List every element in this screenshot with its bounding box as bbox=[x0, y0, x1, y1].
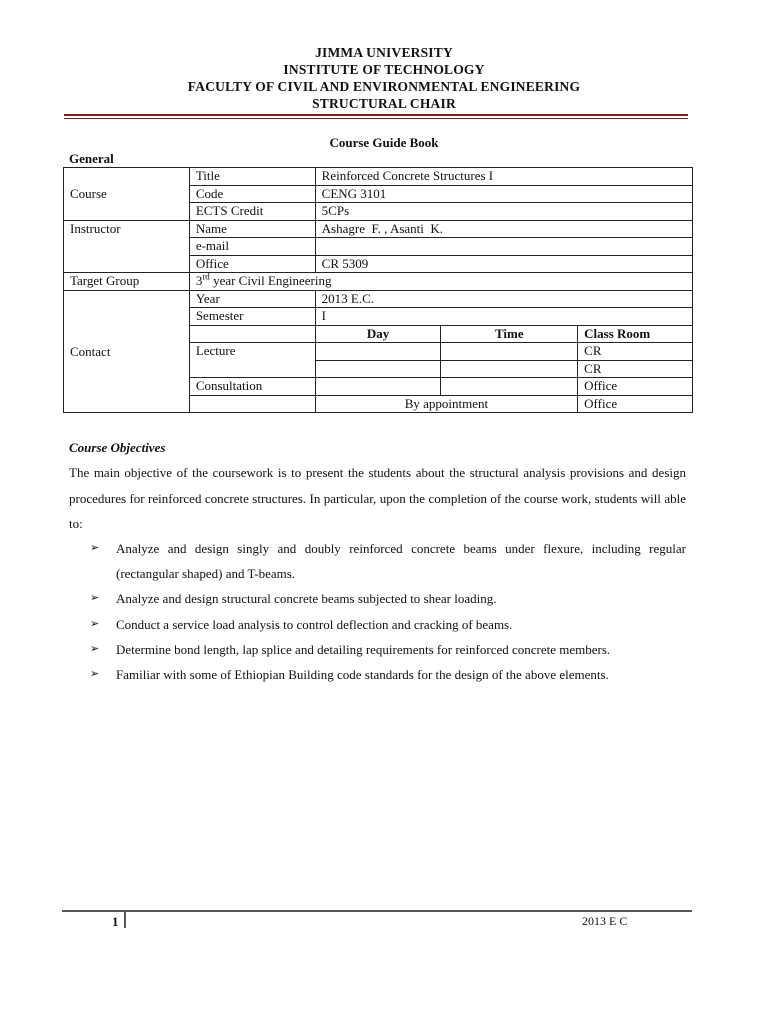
consultation-time bbox=[441, 378, 578, 396]
page-number: 1 bbox=[112, 914, 119, 929]
list-item bbox=[90, 637, 686, 662]
lecture-room-2: CR bbox=[578, 360, 693, 378]
header-rule-thin bbox=[64, 118, 688, 119]
semester-value: I bbox=[315, 308, 692, 326]
year-value: 2013 E.C. bbox=[315, 290, 692, 308]
target-group-value bbox=[189, 273, 692, 291]
office-value: CR 5309 bbox=[315, 255, 692, 273]
university-name: JIMMA UNIVERSITY bbox=[315, 45, 453, 60]
objectives-paragraph: The main objective of the coursework is to present the students about the structural analysis provisions and design procedures for reinforced concrete structures. In particular, upon the completion of the course work, students will able to: bbox=[69, 465, 686, 531]
footer-year: 2013 E C bbox=[582, 914, 628, 928]
classroom-column-header: Class Room bbox=[578, 325, 693, 343]
day-column-header: Day bbox=[315, 325, 441, 343]
list-item bbox=[90, 662, 686, 687]
title-value: Reinforced Concrete Structures I bbox=[315, 168, 692, 186]
arrow-bullet-icon: ➢ bbox=[90, 592, 100, 605]
instructor-label: Instructor bbox=[64, 220, 190, 273]
appointment-room: Office bbox=[578, 395, 693, 413]
objective-text: Analyze and design singly and doubly reinforced concrete beams under flexure, including regular (rectangular shaped) and T-beams. bbox=[116, 541, 686, 582]
time-column-header: Time bbox=[441, 325, 578, 343]
name-label: Name bbox=[189, 220, 315, 238]
footer-separator bbox=[124, 912, 130, 928]
target-year-text: year Civil Engineering bbox=[209, 273, 332, 288]
guide-title: Course Guide Book bbox=[329, 135, 439, 150]
ects-value: 5CPs bbox=[315, 203, 692, 221]
list-item bbox=[90, 612, 686, 637]
by-appointment: By appointment bbox=[315, 395, 577, 413]
code-label: Code bbox=[189, 185, 315, 203]
schedule-blank-cell bbox=[189, 325, 315, 343]
chair-name: STRUCTURAL CHAIR bbox=[312, 96, 456, 111]
email-label: e-mail bbox=[189, 238, 315, 256]
year-label: Year bbox=[189, 290, 315, 308]
arrow-bullet-icon: ➢ bbox=[90, 668, 100, 681]
contact-label: Contact bbox=[64, 290, 190, 413]
table-row bbox=[64, 290, 693, 308]
title-label: Title bbox=[189, 168, 315, 186]
objective-text: Determine bond length, lap splice and detailing requirements for reinforced concrete members. bbox=[116, 641, 611, 657]
target-group-label: Target Group bbox=[64, 273, 190, 291]
code-value: CENG 3101 bbox=[315, 185, 692, 203]
semester-label: Semester bbox=[189, 308, 315, 326]
table-row bbox=[64, 273, 693, 291]
table-row bbox=[64, 220, 693, 238]
lecture-label: Lecture bbox=[189, 343, 315, 378]
lecture-time-1 bbox=[441, 343, 578, 361]
list-item bbox=[90, 536, 686, 586]
arrow-bullet-icon: ➢ bbox=[90, 642, 100, 655]
lecture-time-2 bbox=[441, 360, 578, 378]
email-value bbox=[315, 238, 692, 256]
course-info-table bbox=[63, 167, 693, 413]
objective-text: Familiar with some of Ethiopian Building code standards for the design of the above elements. bbox=[116, 667, 609, 683]
appointment-blank-cell bbox=[189, 395, 315, 413]
lecture-day-1 bbox=[315, 343, 441, 361]
objective-text: Analyze and design structural concrete beams subjected to shear loading. bbox=[116, 591, 497, 607]
ects-label: ECTS Credit bbox=[189, 203, 315, 221]
target-year-number: 3 bbox=[195, 273, 203, 288]
header-rule-thick bbox=[64, 114, 688, 116]
faculty-name: FACULTY OF CIVIL AND ENVIRONMENTAL ENGINEERING bbox=[187, 79, 581, 94]
course-label: Course bbox=[64, 168, 190, 221]
consultation-label: Consultation bbox=[189, 378, 315, 396]
office-label: Office bbox=[189, 255, 315, 273]
lecture-room-1: CR bbox=[578, 343, 693, 361]
objective-text: Conduct a service load analysis to control deflection and cracking of beams. bbox=[116, 616, 513, 632]
document-header bbox=[0, 44, 768, 112]
target-year-suffix: rd bbox=[202, 271, 210, 282]
general-heading: General bbox=[69, 151, 114, 166]
consultation-day bbox=[315, 378, 441, 396]
arrow-bullet-icon: ➢ bbox=[90, 542, 100, 554]
institute-name: INSTITUTE OF TECHNOLOGY bbox=[283, 62, 485, 77]
list-item bbox=[90, 586, 686, 611]
arrow-bullet-icon: ➢ bbox=[90, 617, 100, 630]
consultation-room: Office bbox=[578, 378, 693, 396]
footer-rule bbox=[62, 910, 692, 912]
lecture-day-2 bbox=[315, 360, 441, 378]
name-value: Ashagre F. , Asanti K. bbox=[315, 220, 692, 238]
objectives-heading: Course Objectives bbox=[69, 440, 166, 455]
objectives-list bbox=[90, 536, 686, 687]
table-row bbox=[64, 168, 693, 186]
